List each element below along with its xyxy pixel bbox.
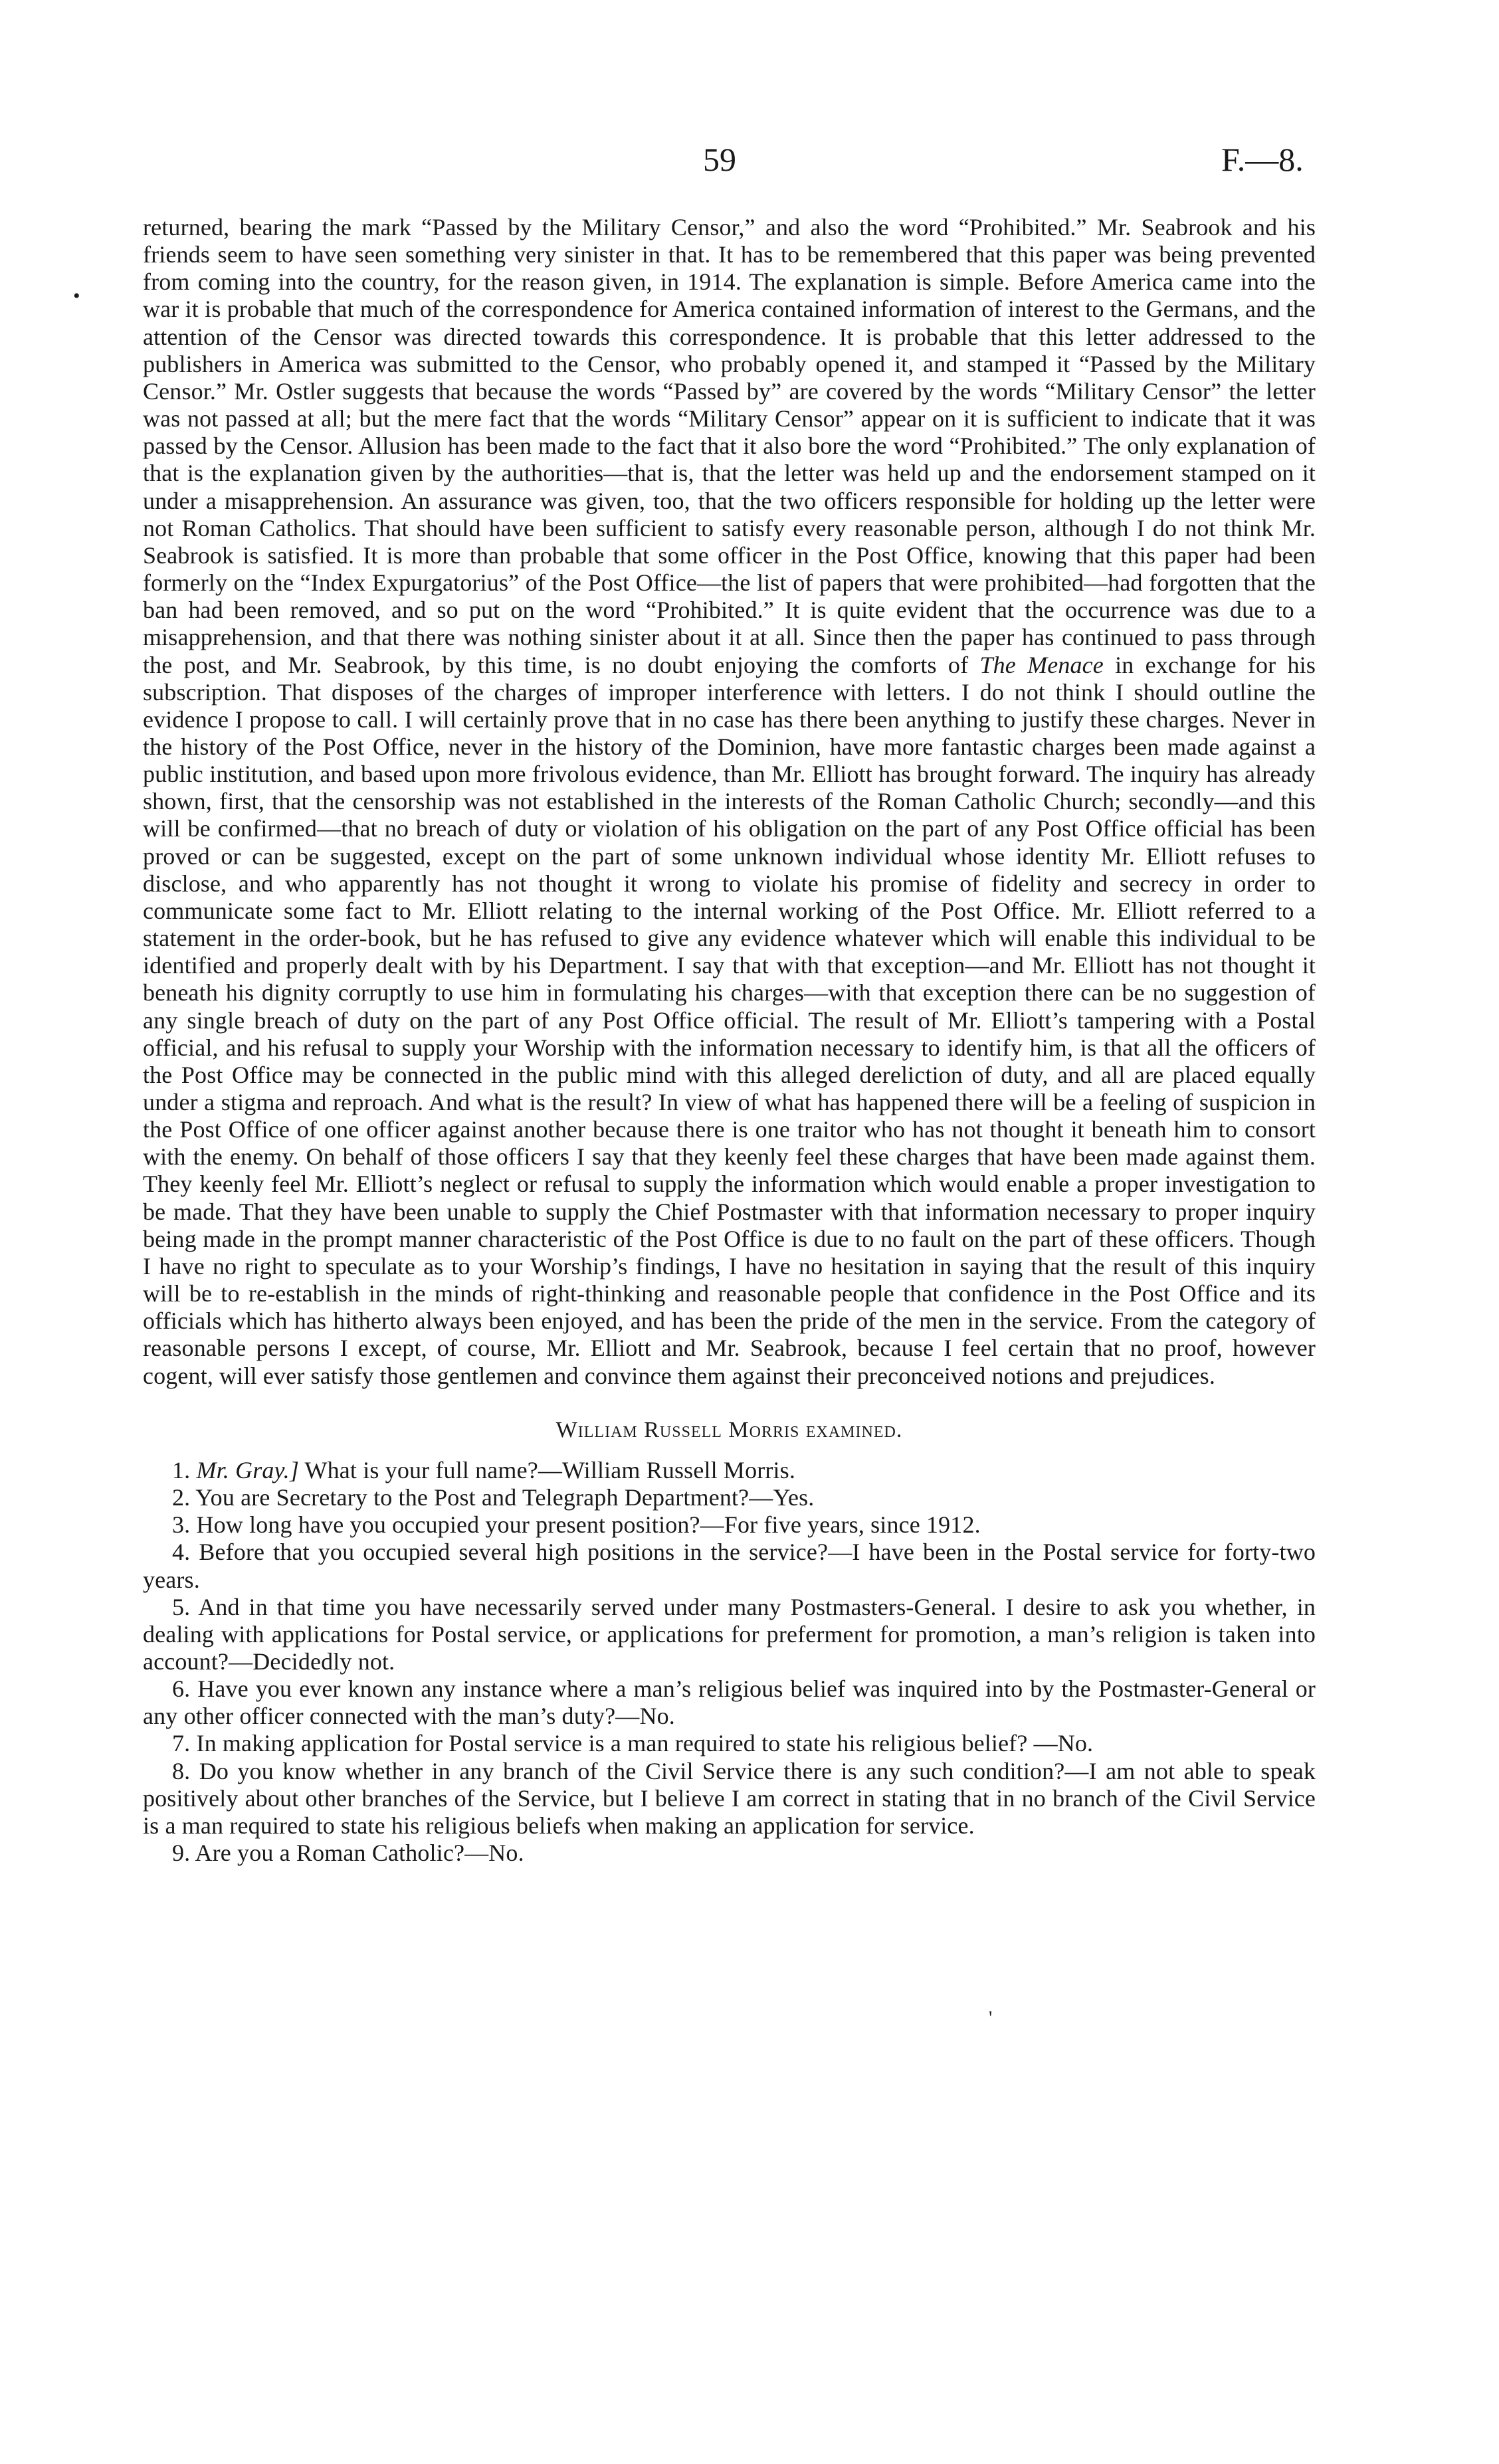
body-text	[143, 214, 1316, 1867]
closing-statement-paragraph	[143, 214, 1316, 1390]
question-number: 7.	[172, 1730, 191, 1757]
question-item	[143, 1484, 1316, 1511]
question-text: What is your full name?—William Russell Morris.	[304, 1456, 795, 1483]
question-number: 5.	[172, 1593, 191, 1620]
statement-text-continued: in exchange for his subscription. That disposes of the charges of improper interference with letters. I do not think I should outline the evidence I propose to call. I will certainly prove that in no case has there been anything to justify these charges. Never in the history of the Post Office, never in the history of the Dominion, have more fantastic charges been made against a public institution, and based upon more frivolous evidence, than Mr. Elliott has brought forward. The inquiry has already shown, first, that the censorship was not established in the interests of the Roman Catholic Church; secondly—and this will be confirmed—that no breach of duty or violation of his obligation on the part of any Post Office official has been proved or can be suggested, except on the part of some unknown individual whose identity Mr. Elliott refuses to disclose, and who apparently has not thought it wrong to violate his promise of fidelity and secrecy in order to communicate some fact to Mr. Elliott relating to the internal working of the Post Office. Mr. Elliott referred to a statement in the order-book, but he has refused to give any evidence whatever which will enable this individual to be identified and properly dealt with by his Department. I say that with that exception—and Mr. Elliott has not thought it beneath his dignity corruptly to use him in formulating his charges—with that exception there can be no suggestion of any single breach of duty on the part of any Post Office official. The result of Mr. Elliott’s tampering with a Postal official, and his refusal to supply your Worship with the information necessary to identify him, is that all the officers of the Post Office may be connected in the public mind with this alleged dereliction of duty, and all are placed equally under a stigma and reproach. And what is the result? In view of what has happened there will be a feeling of suspicion in the Post Office of one officer against another because there is one traitor who has not thought it beneath him to consort with the enemy. On behalf of those officers I say that they keenly feel these charges that have been made against them. They keenly feel Mr. Elliott’s neglect or refusal to supply the information which would enable a proper investigation to be made. That they have been unable to supply the Chief Postmaster with that information necessary to proper inquiry being made in the prompt manner characteristic of the Post Office is due to no fault on the part of these officers. Though I have no right to speculate as to your Worship’s findings, I have no hesitation in saying that the result of this inquiry will be to re-establish in the minds of right-thinking and reasonable people that confidence in the Post Office and its officials which has hitherto always been enjoyed, and has been the pride of the men in the service. From the category of reasonable persons I except, of course, Mr. Elliott and Mr. Seabrook, because I feel certain that no proof, however cogent, will ever satisfy those gentlemen and convince them against their preconceived notions and prejudices.	[143, 651, 1316, 1389]
question-number: 8.	[172, 1757, 191, 1784]
question-number: 2.	[172, 1484, 191, 1511]
question-number: 1.	[172, 1456, 191, 1483]
question-text: Before that you occupied several high positions in the service?—I have been in the Postal service for forty-two years.	[143, 1539, 1316, 1593]
question-item	[143, 1840, 1316, 1867]
questioner-name: Mr. Gray.]	[196, 1456, 299, 1483]
question-item	[143, 1457, 1316, 1484]
statement-text: returned, bearing the mark “Passed by the Military Censor,” and also the word “Prohibited.” Mr. Seabrook and his friends seem to have seen something very sinister in that. It has to be remembered that this paper was being prevented from coming into the country, for the reason given, in 1914. The explanation is simple. Before America came into the war it is probable that much of the correspondence for America contained information of interest to the Germans, and the attention of the Censor was directed towards this correspondence. It is probable that this letter addressed to the publishers in America was submitted to the Censor, who probably opened it, and stamped it “Passed by the Military Censor.” Mr. Ostler suggests that because the words “Passed by” are covered by the words “Military Censor” the letter was not passed at all; but the mere fact that the words “Military Censor” appear on it is sufficient to indicate that it was passed by the Censor. Allusion has been made to the fact that it also bore the word “Prohibited.” The only explanation of that is the explanation given by the authorities—that is, that the letter was held up and the endorsement stamped on it under a misapprehension. An assurance was given, too, that the two officers responsible for holding up the letter were not Roman Catholics. That should have been sufficient to satisfy every reasonable person, although I do not think Mr. Seabrook is satisfied. It is more than probable that some officer in the Post Office, knowing that this paper had been formerly on the “Index Expurgatorius” of the Post Office—the list of papers that were prohibited—had forgotten that the ban had been removed, and so put on the word “Prohibited.” It is quite evident that the occurrence was due to a misapprehension, and that there was nothing sinister about it at all. Since then the paper has continued to pass through the post, and Mr. Seabrook, by this time, is no doubt enjoying the comforts of	[143, 214, 1316, 678]
question-number: 4.	[172, 1539, 191, 1566]
pencil-tick-mark: '	[989, 2007, 993, 2029]
question-text: In making application for Postal service is a man required to state his religious belief? —No.	[196, 1730, 1094, 1757]
question-text: Do you know whether in any branch of the Civil Service there is any such condition?—I am not able to speak positively about other branches of the Service, but I believe I am correct in stating that in no branch of the Civil Service is a man required to state his religious beliefs when making an application for service.	[143, 1757, 1316, 1839]
question-item	[143, 1758, 1316, 1840]
question-number: 3.	[172, 1511, 191, 1539]
question-item	[143, 1675, 1316, 1730]
question-text: Are you a Roman Catholic?—No.	[195, 1840, 524, 1867]
question-item	[143, 1730, 1316, 1757]
margin-mark: •	[73, 285, 80, 307]
question-number: 9.	[172, 1840, 191, 1867]
question-text: You are Secretary to the Post and Telegraph Department?—Yes.	[195, 1484, 815, 1511]
examination-heading: William Russell Morris examined.	[555, 1417, 903, 1442]
question-number: 6.	[172, 1675, 191, 1703]
question-item	[143, 1594, 1316, 1675]
question-text: How long have you occupied your present position?—For five years, since 1912.	[196, 1511, 981, 1539]
question-text: Have you ever known any instance where a man’s religious belief was inquired into by the Postmaster-General or any other officer connected with the man’s duty?—No.	[143, 1675, 1316, 1730]
question-item	[143, 1511, 1316, 1539]
periodical-title: The Menace	[979, 651, 1104, 678]
paper-reference: F.—8.	[1221, 141, 1304, 178]
question-item	[143, 1539, 1316, 1593]
page-number: 59	[703, 141, 736, 178]
question-text: And in that time you have necessarily served under many Postmasters-General. I desire to ask you whether, in dealing with applications for Postal service, or applications for preferment for promotion, a man’s religion is taken into account?—Decidedly not.	[143, 1593, 1316, 1675]
